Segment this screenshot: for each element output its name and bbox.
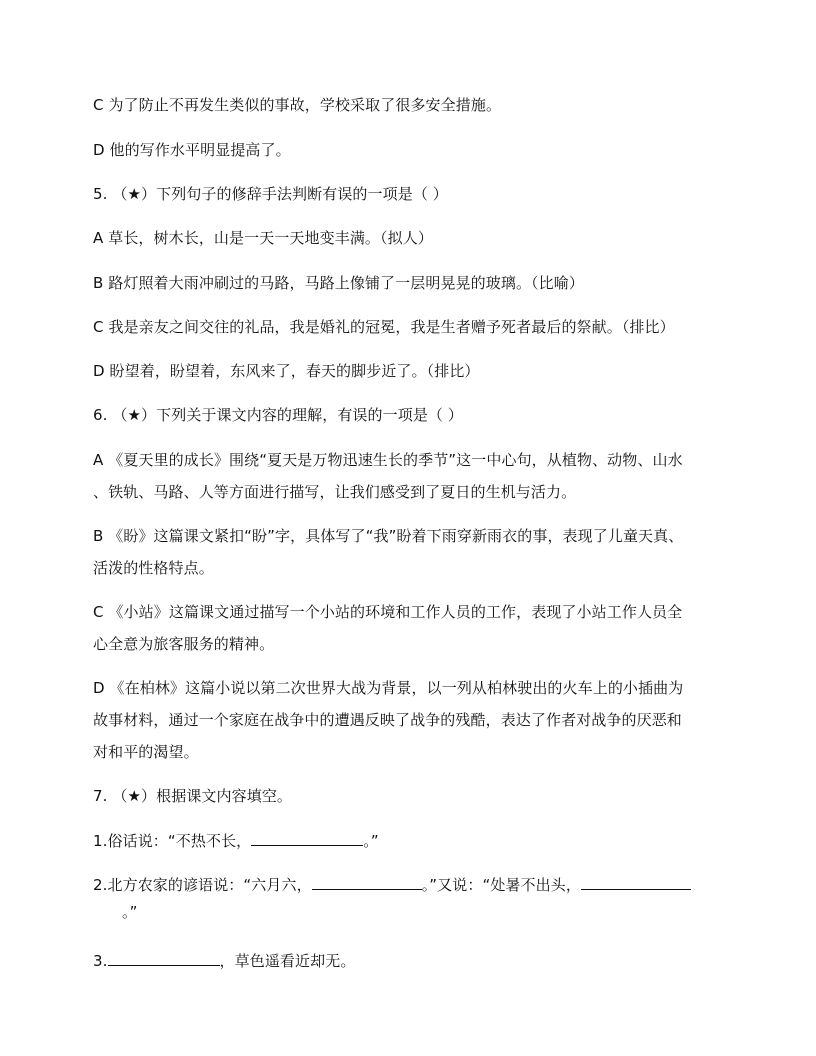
fill-item-1-suffix: 。” — [363, 832, 379, 850]
fill-blank-2[interactable] — [312, 874, 422, 890]
fill-item-1 — [93, 830, 379, 851]
question-6-option-d-line1: D 《在柏林》这篇小说以第二次世界大战为背景，以一列从柏林驶出的火车上的小插曲为 — [93, 679, 684, 697]
question-5-option-c: C 我是亲友之间交往的礼品，我是婚礼的冠冕，我是生者赠予死者最后的祭献。（排比） — [93, 318, 675, 336]
question-6-option-c-line1: C 《小站》这篇课文通过描写一个小站的环境和工作人员的工作，表现了小站工作人员全 — [93, 603, 683, 621]
question-6-option-b-line2: 活泼的性格特点。 — [93, 559, 214, 577]
fill-item-3-prefix: 3. — [93, 952, 108, 970]
fill-item-1-prefix: 1.俗话说：“不热不长， — [93, 832, 252, 850]
fill-item-2-prefix: 2.北方农家的谚语说：“六月六， — [93, 876, 312, 894]
fill-blank-1[interactable] — [251, 830, 363, 846]
question-6-option-d-line2: 故事材料，通过一个家庭在战争中的遭遇反映了战争的残酷，表达了作者对战争的厌恶和 — [93, 711, 682, 729]
fill-item-3-suffix: ，草色遥看近却无。 — [219, 952, 356, 970]
question-6-option-a-line2: 、铁轨、马路、人等方面进行描写，让我们感受到了夏日的生机与活力。 — [93, 483, 577, 501]
question-6-stem: 6. （★）下列关于课文内容的理解，有误的一项是（ ） — [93, 406, 463, 424]
fill-item-2 — [93, 874, 691, 895]
question-6-option-d-line3: 对和平的渴望。 — [93, 743, 199, 761]
option-d-line: D 他的写作水平明显提高了。 — [93, 141, 291, 159]
fill-item-3 — [93, 950, 355, 971]
question-6-option-c-line2: 心全意为旅客服务的精神。 — [93, 635, 275, 653]
fill-blank-3[interactable] — [581, 874, 691, 890]
question-5-option-b: B 路灯照着大雨冲刷过的马路，马路上像铺了一层明晃晃的玻璃。（比喻） — [93, 274, 584, 292]
question-5-option-d: D 盼望着，盼望着，东风来了，春天的脚步近了。（排比） — [93, 362, 480, 380]
question-7-stem: 7. （★）根据课文内容填空。 — [93, 787, 293, 805]
fill-item-2-middle: 。”又说：“处暑不出头， — [421, 876, 581, 894]
fill-item-2-tail: 。” — [122, 903, 138, 921]
option-c-line: C 为了防止不再发生类似的事故，学校采取了很多安全措施。 — [93, 96, 502, 114]
fill-blank-4[interactable] — [108, 950, 220, 966]
question-6-option-a-line1: A 《夏天里的成长》围绕“夏天是万物迅速生长的季节”这一中心句，从植物、动物、山水 — [93, 451, 683, 469]
question-5-option-a: A 草长，树木长，山是一天一天地变丰满。（拟人） — [93, 229, 433, 247]
question-6-option-b-line1: B 《盼》这篇课文紧扣“盼”字，具体写了“我”盼着下雨穿新雨衣的事，表现了儿童天真、 — [93, 527, 684, 545]
question-5-stem: 5. （★）下列句子的修辞手法判断有误的一项是（ ） — [93, 185, 448, 203]
